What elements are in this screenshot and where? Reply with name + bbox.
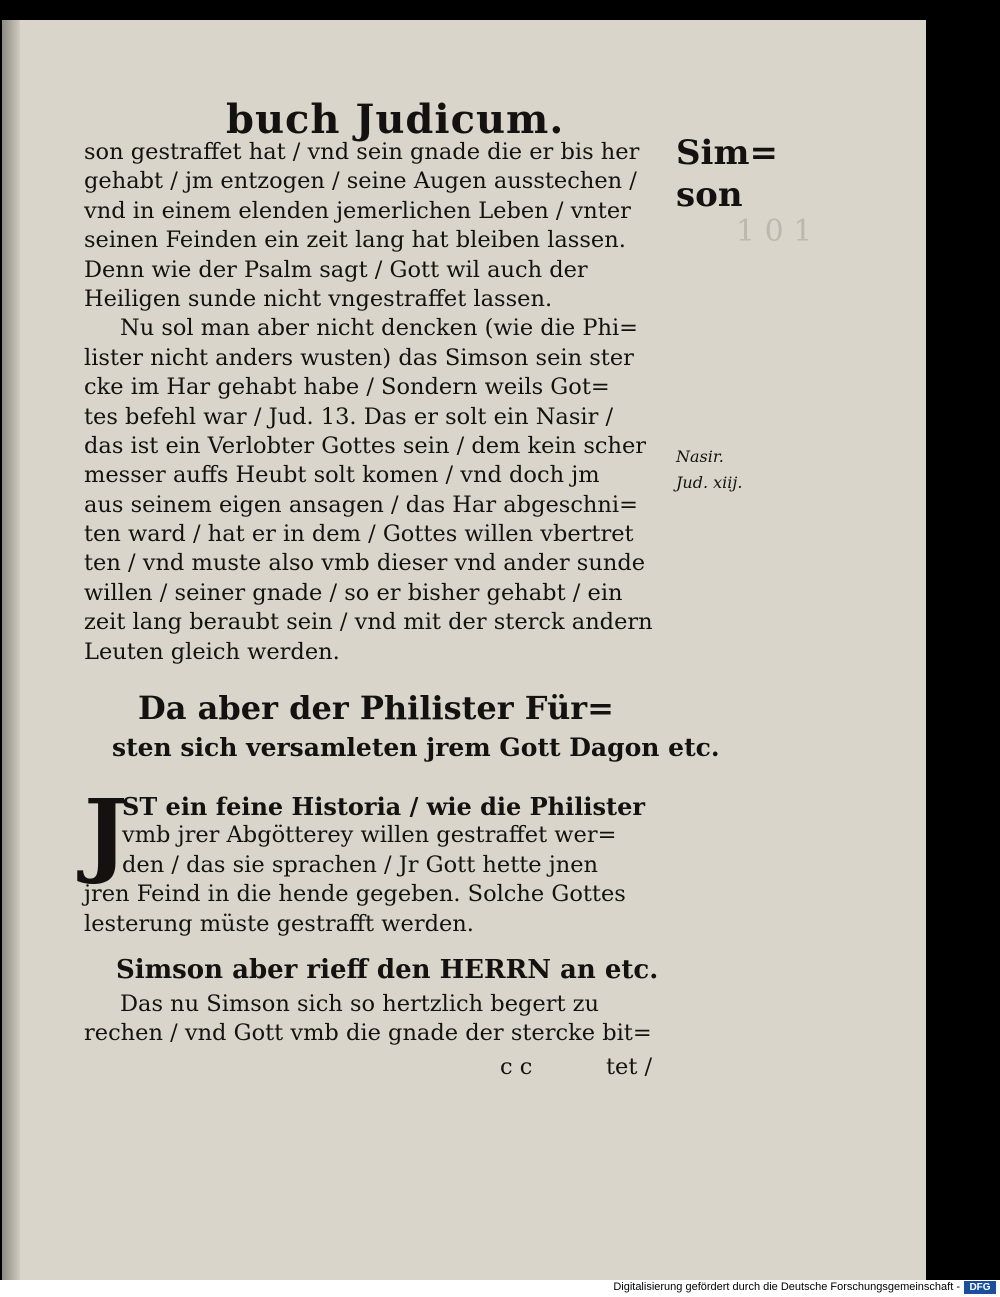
dropcap-initial: J	[84, 779, 128, 887]
marginal-note-line: Jud. xiij.	[676, 473, 743, 492]
text-line: jren Feind in die hende gegeben. Solche Gottes	[84, 881, 626, 908]
paragraph-3	[84, 792, 645, 939]
text-line: vmb jrer Abgötterey willen gestraffet wer=	[122, 822, 617, 849]
text-line: Denn wie der Psalm sagt / Gott wil auch der	[84, 256, 588, 283]
bleed-through-text: 1 0 1	[736, 214, 813, 249]
marginal-note-line: Nasir.	[676, 447, 724, 466]
text-line: lesterung müste gestrafft werden.	[84, 910, 474, 937]
marginal-note-line: Sim=	[676, 133, 778, 173]
text-line: Leuten gleich werden.	[84, 638, 340, 665]
text-line: cke im Har gehabt habe / Sondern weils Got=	[84, 374, 610, 401]
section-subheading	[112, 688, 720, 768]
dfg-logo[interactable]: DFG	[964, 1281, 996, 1294]
footer-bar	[0, 1280, 1000, 1297]
text-line: Heiligen sunde nicht vngestraffet lassen.	[84, 285, 553, 312]
subheading-line: sten sich versamleten jrem Gott Dagon etc.	[112, 733, 720, 762]
paragraph-1	[84, 138, 653, 667]
text-line: aus seinem eigen ansagen / das Har abgeschni=	[84, 491, 638, 518]
text-line: gehabt / jm entzogen / seine Augen ausstechen /	[84, 168, 637, 195]
signature-mark: c c	[500, 1054, 533, 1080]
marginal-note-line: son	[676, 175, 743, 215]
text-line: ten ward / hat er in dem / Gottes willen vbertret	[84, 521, 634, 548]
text-line: ten / vnd muste also vmb dieser vnd ander sunde	[84, 550, 646, 577]
text-line: tes befehl war / Jud. 13. Das er solt ein Nasir /	[84, 403, 614, 430]
text-line: Simson aber rieff den HERRN an etc.	[116, 955, 659, 985]
footer-credit: Digitalisierung gefördert durch die Deutsche Forschungsgemeinschaft -	[613, 1281, 960, 1293]
text-line: willen / seiner gnade / so er bisher gehabt / ein	[84, 579, 623, 606]
text-line: das ist ein Verlobter Gottes sein / dem kein scher	[84, 432, 647, 459]
marginal-note-nasir	[676, 444, 742, 496]
marginal-note-simson	[676, 132, 778, 216]
text-line: zeit lang beraubt sein / vnd mit der sterck andern	[84, 609, 653, 636]
text-line: rechen / vnd Gott vmb die gnade der stercke bit=	[84, 1020, 652, 1047]
text-line: Nu sol man aber nicht dencken (wie die Phi=	[120, 315, 639, 342]
text-line: vnd in einem elenden jemerlichen Leben / vnter	[84, 197, 631, 224]
text-line: Das nu Simson sich so hertzlich begert zu	[120, 991, 600, 1017]
catchword: tet /	[606, 1054, 653, 1080]
text-line: seinen Feinden ein zeit lang hat bleiben lassen.	[84, 227, 626, 254]
text-line: son gestraffet hat / vnd sein gnade die er bis her	[84, 139, 640, 165]
paragraph-4	[84, 956, 658, 1049]
text-line: den / das sie sprachen / Jr Gott hette jnen	[122, 851, 599, 878]
text-line: ST ein feine Historia / wie die Philister	[122, 792, 645, 821]
page-binding-edge	[2, 20, 20, 1280]
text-line: messer auffs Heubt solt komen / vnd doch jm	[84, 462, 600, 489]
subheading-line: Da aber der Philister Für=	[138, 689, 614, 727]
text-line: lister nicht anders wusten) das Simson sein ster	[84, 344, 634, 371]
running-title: buch Judicum.	[226, 96, 565, 143]
